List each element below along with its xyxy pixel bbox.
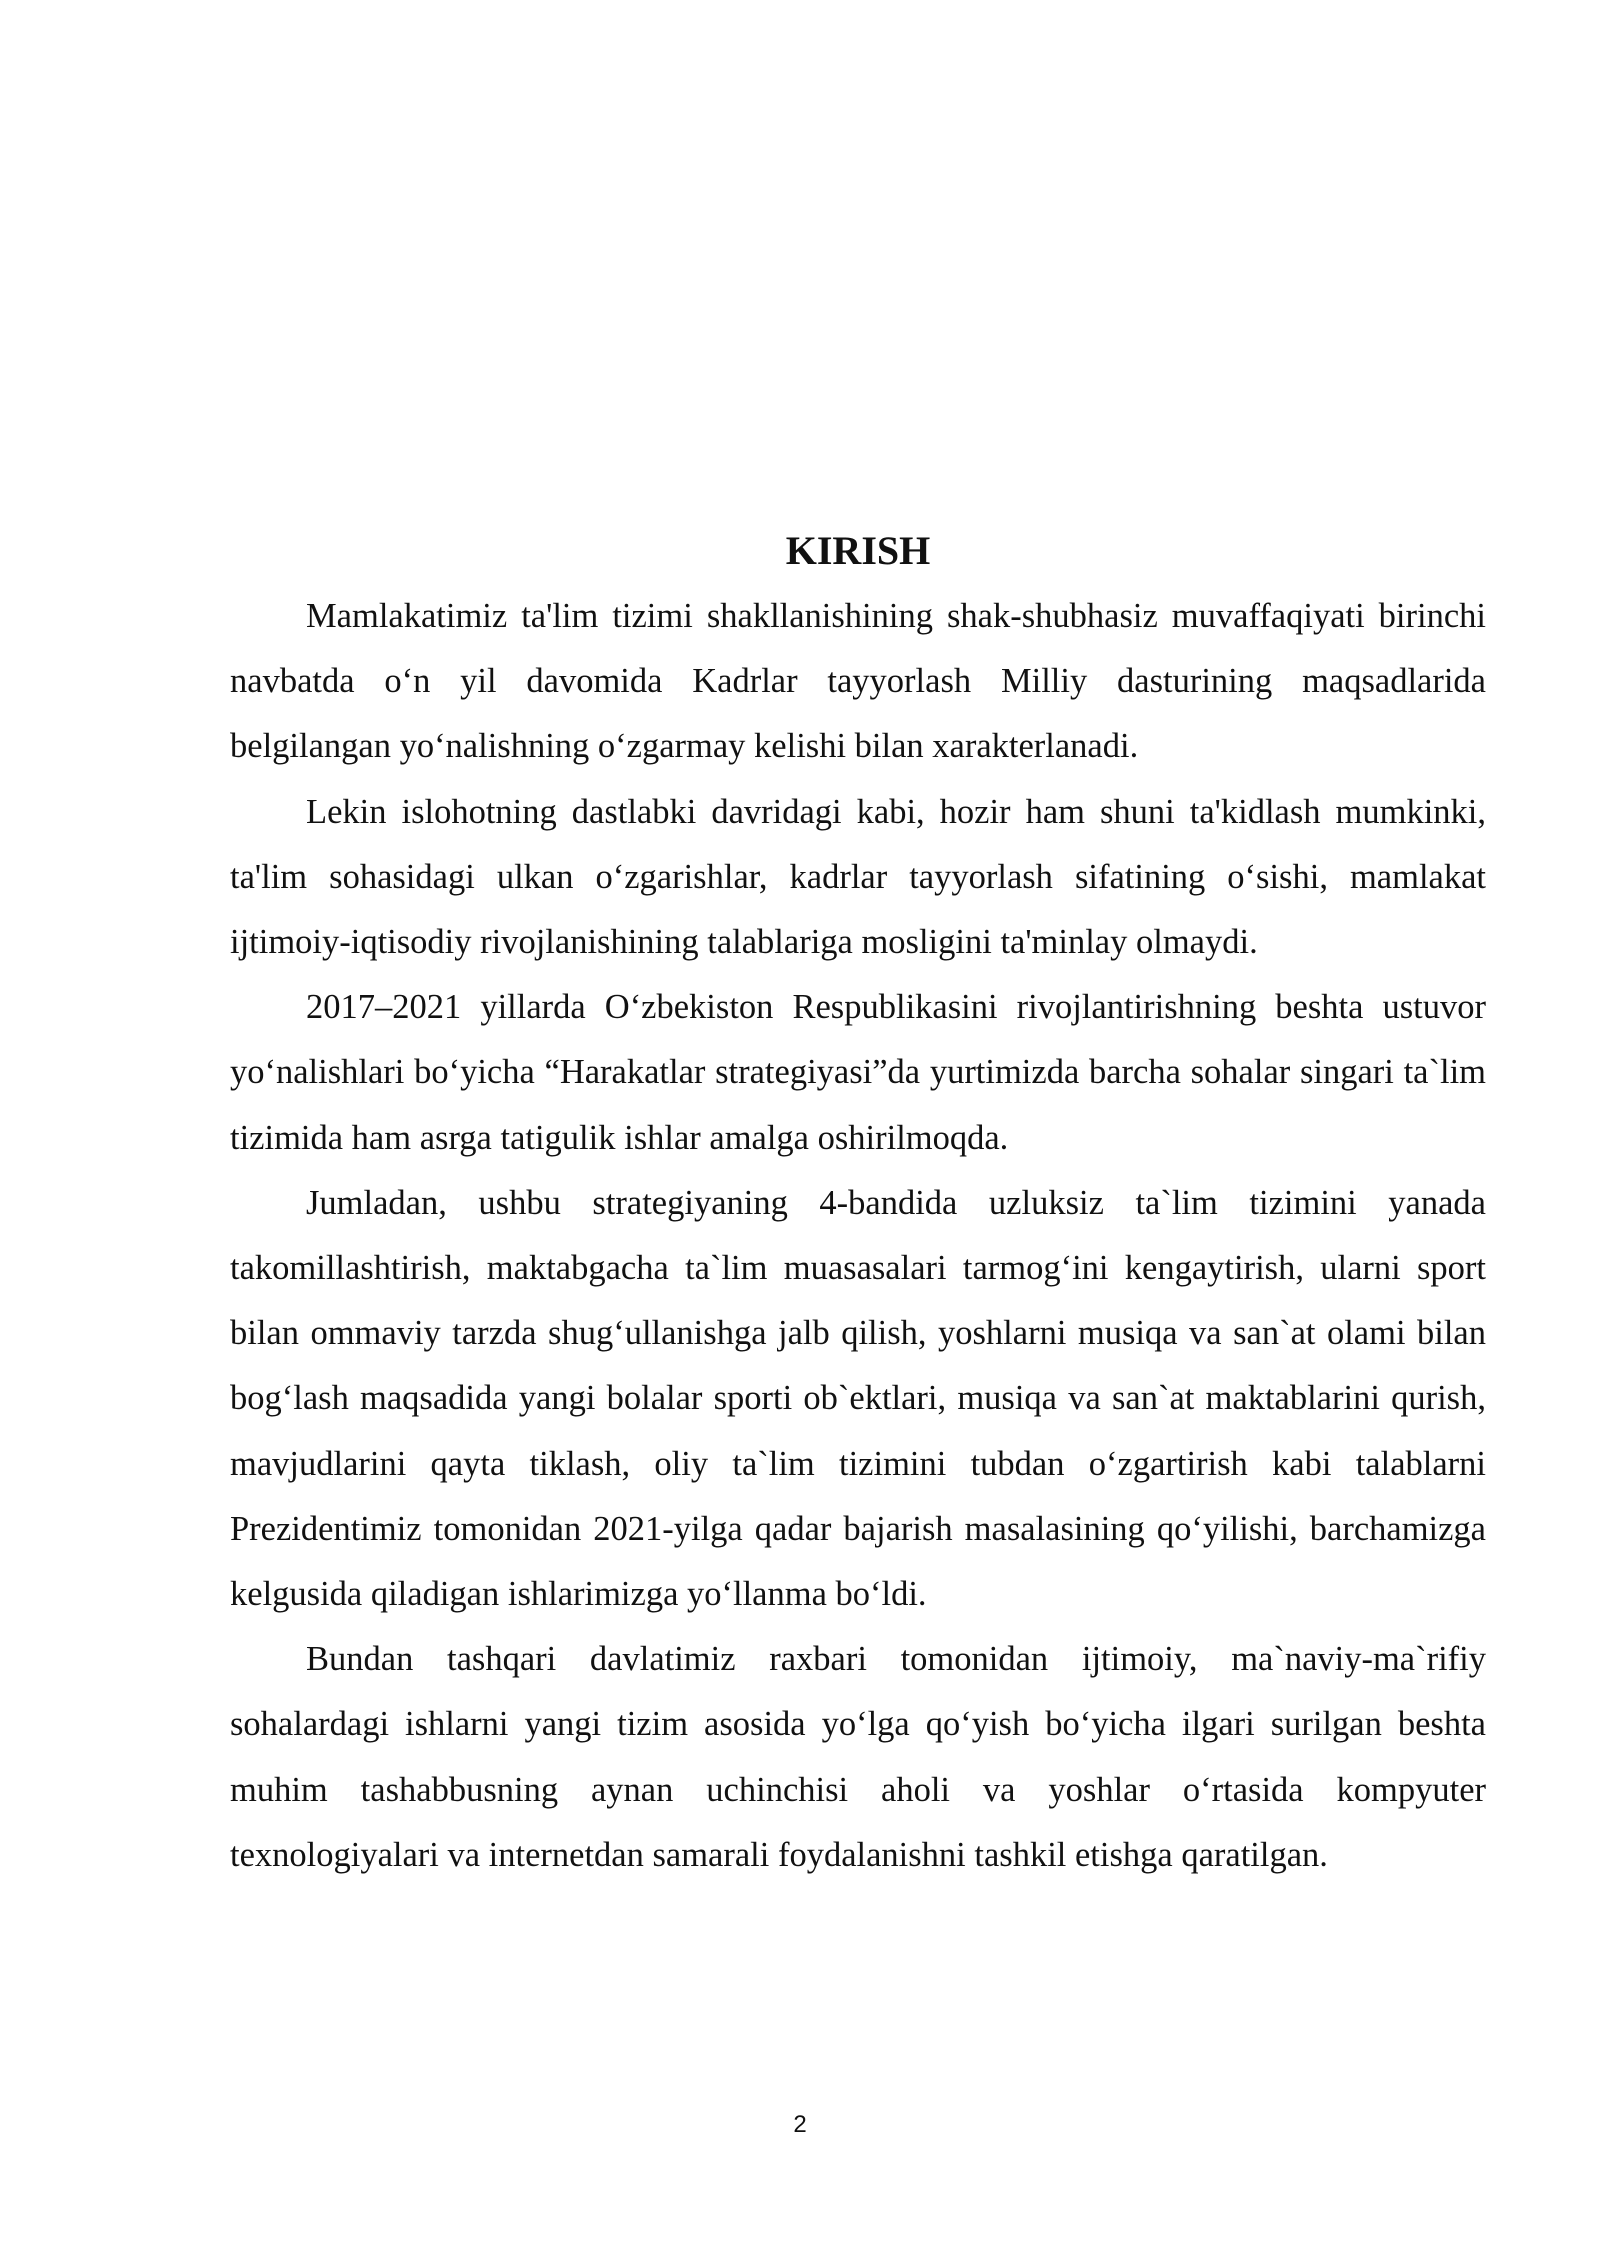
page-content [230,518,1486,1888]
paragraph-1: Mamlakatimiz ta'lim tizimi shakllanishining shak-shubhasiz muvaffaqiyati birinchi navbatda o‘n yil davomida Kadrlar tayyorlash Milliy dasturining maqsadlarida belgilangan yo‘nalishning o‘zgarmay kelishi bilan xarakterlanadi. [230,597,1486,766]
section-heading: KIRISH [785,528,931,573]
paragraph-2: Lekin islohotning dastlabki davridagi kabi, hozir ham shuni ta'kidlash mumkinki, ta'lim sohasidagi ulkan o‘zgarishlar, kadrlar tayyorlash sifatining o‘sishi, mamlakat ijtimoiy-iqtisodiy rivojlanishining talablariga mosligini ta'minlay olmaydi. [230,792,1486,962]
paragraph-3: 2017–2021 yillarda O‘zbekiston Respublikasini rivojlantirishning beshta ustuvor yo‘nalishlari bo‘yicha “Harakatlar strategiyasi”da yurtimizda barcha sohalar singari ta`lim tizimida ham asrga tatigulik ishlar amalga oshirilmoqda. [230,988,1486,1157]
page-number: 2 [793,2111,807,2138]
paragraph-4: Jumladan, ushbu strategiyaning 4-bandida uzluksiz ta`lim tizimini yanada takomillashtirish, maktabgacha ta`lim muasasalari tarmog‘ini kengaytirish, ularni sport bilan ommaviy tarzda shug‘ullanishga jalb qilish, yoshlarni musiqa va san`at olami bilan bog‘lash maqsadida yangi bolalar sporti ob`ektlari, musiqa va san`at maktablarini qurish, mavjudlarini qayta tiklash, oliy ta`lim tizimini tubdan o‘zgartirish kabi talablarni Prezidentimiz tomonidan 2021-yilga qadar bajarish masalasining qo‘yilishi, barchamizga kelgusida qiladigan ishlarimizga yo‘llanma bo‘ldi. [230,1183,1486,1614]
paragraph-5: Bundan tashqari davlatimiz raxbari tomonidan ijtimoiy, ma`naviy-ma`rifiy sohalardagi ishlarni yangi tizim asosida yo‘lga qo‘yish bo‘yicha ilgari surilgan beshta muhim tashabbusning aynan uchinchisi aholi va yoshlar o‘rtasida kompyuter texnologiyalari va internetdan samarali foydalanishni tashkil etishga qaratilgan. [230,1640,1486,1874]
